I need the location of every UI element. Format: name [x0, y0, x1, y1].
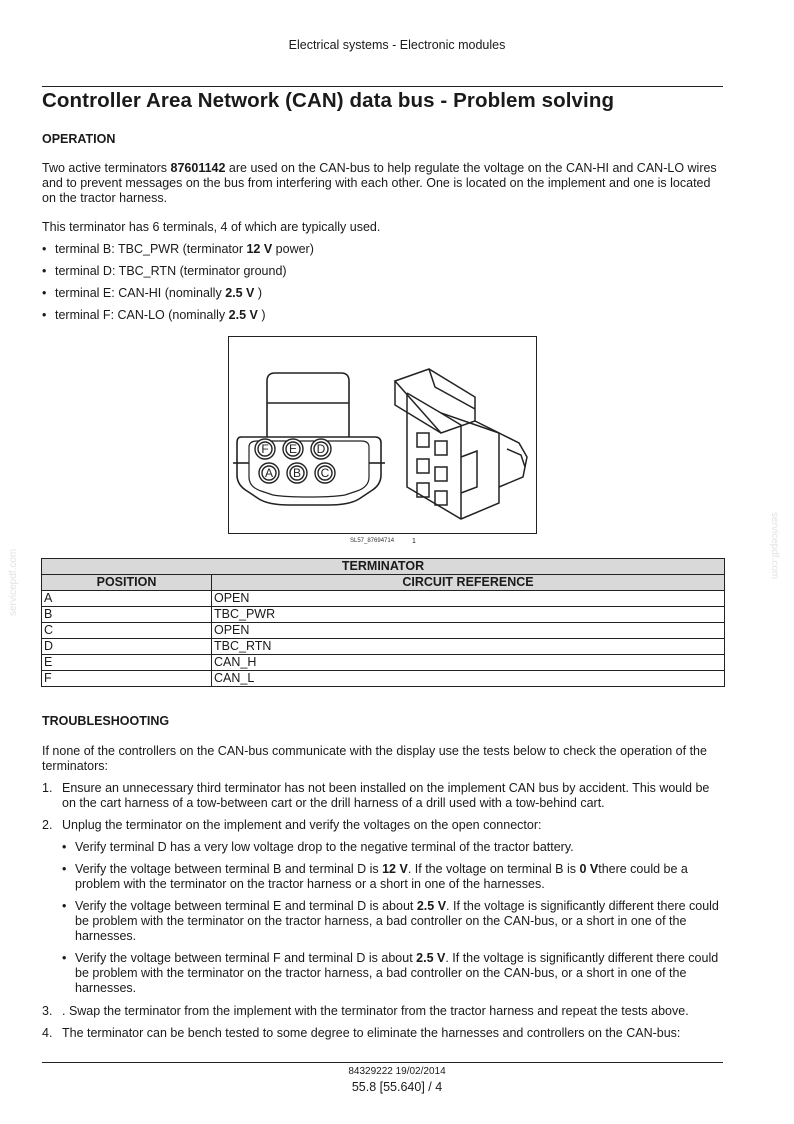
table-row — [42, 591, 725, 607]
table-row — [42, 607, 725, 623]
terminal-voltage: 2.5 V — [228, 308, 258, 322]
sub-step-text: there could be a problem with the terminator on the tractor harness or a short in one of the harnesses. — [75, 862, 688, 891]
troubleshooting-intro: If none of the controllers on the CAN-bus communicate with the display use the tests below to check the operation of the terminators: — [42, 744, 707, 773]
cell-circuit: TBC_RTN — [212, 639, 725, 655]
terminator-table — [41, 558, 725, 687]
pin-label: E — [288, 442, 298, 456]
terminal-text: terminal B: TBC_PWR (terminator — [55, 242, 247, 256]
bullet-icon: • — [62, 840, 67, 854]
bullet-icon: • — [42, 242, 47, 256]
cell-position: A — [42, 591, 212, 607]
header-rule — [42, 86, 723, 87]
footer-page-ref: 55.8 [55.640] / 4 — [351, 1080, 443, 1094]
figure-index: 1 — [412, 538, 416, 545]
footer-doc-code: 84329222 19/02/2014 — [348, 1066, 446, 1077]
pin-label: A — [264, 466, 274, 480]
sub-step-text: Verify the voltage between terminal B and terminal D is — [75, 862, 383, 876]
operation-intro — [42, 161, 724, 206]
terminal-voltage: 12 V — [246, 242, 273, 256]
sub-step-text: Verify the voltage between terminal F and terminal D is about — [75, 951, 417, 965]
sub-step-text: Verify the voltage between terminal E and terminal D is about — [75, 899, 417, 913]
pin-label: F — [261, 442, 269, 456]
cell-circuit: CAN_H — [212, 655, 725, 671]
bullet-icon: • — [62, 951, 67, 965]
step-number: 1. — [42, 781, 53, 795]
terminator-figure — [228, 336, 537, 534]
terminal-text: terminal F: CAN-LO (nominally — [55, 308, 229, 322]
terminator-connector-drawing — [229, 337, 535, 532]
voltage-value: 2.5 V — [416, 951, 446, 965]
sub-step-text: . If the voltage is significantly different there could be problem with the terminator on the tractor harness, a bad controller on the CAN-bus, or a short in one of the harnesses. — [75, 899, 719, 943]
cell-position: F — [42, 671, 212, 687]
part-number: 87601142 — [170, 161, 226, 175]
terminal-text: ) — [254, 286, 263, 300]
watermark-left: servicepdf.com — [8, 548, 19, 616]
pin-label: C — [320, 466, 330, 480]
step-text: The terminator can be bench tested to some degree to eliminate the harnesses and controllers on the CAN-bus: — [62, 1026, 681, 1040]
step-number: 2. — [42, 818, 53, 832]
cell-circuit: TBC_PWR — [212, 607, 725, 623]
intro-text-pre: Two active terminators — [42, 161, 171, 175]
cell-position: E — [42, 655, 212, 671]
table-row — [42, 655, 725, 671]
cell-position: C — [42, 623, 212, 639]
voltage-value: 12 V — [382, 862, 408, 876]
step-number: 3. — [42, 1004, 53, 1018]
bullet-icon: • — [42, 286, 47, 300]
operation-heading: OPERATION — [42, 132, 116, 146]
figure-caption: SL57_87694714 — [350, 538, 395, 544]
troubleshooting-heading: TROUBLESHOOTING — [42, 714, 170, 728]
step-text: . Swap the terminator from the implement with the terminator from the tractor harness and repeat the tests above. — [62, 1004, 689, 1018]
terminals-intro: This terminator has 6 terminals, 4 of which are typically used. — [42, 220, 381, 234]
voltage-value: 2.5 V — [416, 899, 447, 913]
terminal-text: power) — [272, 242, 314, 256]
step-text: Ensure an unnecessary third terminator has not been installed on the implement CAN bus by accident. This would be on the cart harness of a tow-between cart or the drill harness of a drill used with a tow-behind cart. — [62, 781, 710, 810]
terminal-text: ) — [257, 308, 266, 322]
sub-step-text: . If the voltage on terminal B is — [407, 862, 580, 876]
voltage-value: 0 V — [579, 862, 599, 876]
terminal-voltage: 2.5 V — [225, 286, 255, 300]
cell-circuit: CAN_L — [212, 671, 725, 687]
terminal-text: terminal E: CAN-HI (nominally — [55, 286, 226, 300]
step-number: 4. — [42, 1026, 53, 1040]
connector-isometric — [395, 369, 527, 519]
cell-circuit: OPEN — [212, 623, 725, 639]
table-row — [42, 623, 725, 639]
bullet-icon: • — [62, 899, 67, 913]
watermark-right: servicepdf.com — [769, 512, 780, 580]
table-row — [42, 671, 725, 687]
bullet-icon: • — [42, 264, 47, 278]
col-header-circuit: CIRCUIT REFERENCE — [212, 575, 725, 591]
sub-step-text: . If the voltage is significantly different there could be problem with the terminator on the tractor harness, a bad controller on the CAN-bus, or a short in one of the harnesses. — [75, 951, 719, 995]
cell-position: D — [42, 639, 212, 655]
intro-text-post: are used on the CAN-bus to help regulate the voltage on the CAN-HI and CAN-LO wires and to prevent messages on the bus from interfering with each other. One is located on the implement and one is located on the tractor harness. — [42, 161, 717, 205]
cell-position: B — [42, 607, 212, 623]
table-title: TERMINATOR — [42, 559, 725, 575]
bullet-icon: • — [62, 862, 67, 876]
step-text: Unplug the terminator on the implement and verify the voltages on the open connector: — [62, 818, 542, 832]
footer-rule — [42, 1062, 723, 1063]
pin-label: D — [316, 442, 326, 456]
terminal-text: terminal D: TBC_RTN (terminator ground) — [55, 264, 287, 278]
table-row — [42, 639, 725, 655]
pin-label: B — [292, 466, 302, 480]
bullet-icon: • — [42, 308, 47, 322]
connector-latch — [267, 373, 349, 437]
col-header-position: POSITION — [42, 575, 212, 591]
page-title: Controller Area Network (CAN) data bus - Problem solving — [42, 89, 615, 112]
sub-step-text: Verify terminal D has a very low voltage drop to the negative terminal of the tractor battery. — [75, 840, 574, 854]
cell-circuit: OPEN — [212, 591, 725, 607]
table-title-row — [42, 559, 725, 575]
running-header: Electrical systems - Electronic modules — [288, 38, 506, 52]
table-header-row — [42, 575, 725, 591]
